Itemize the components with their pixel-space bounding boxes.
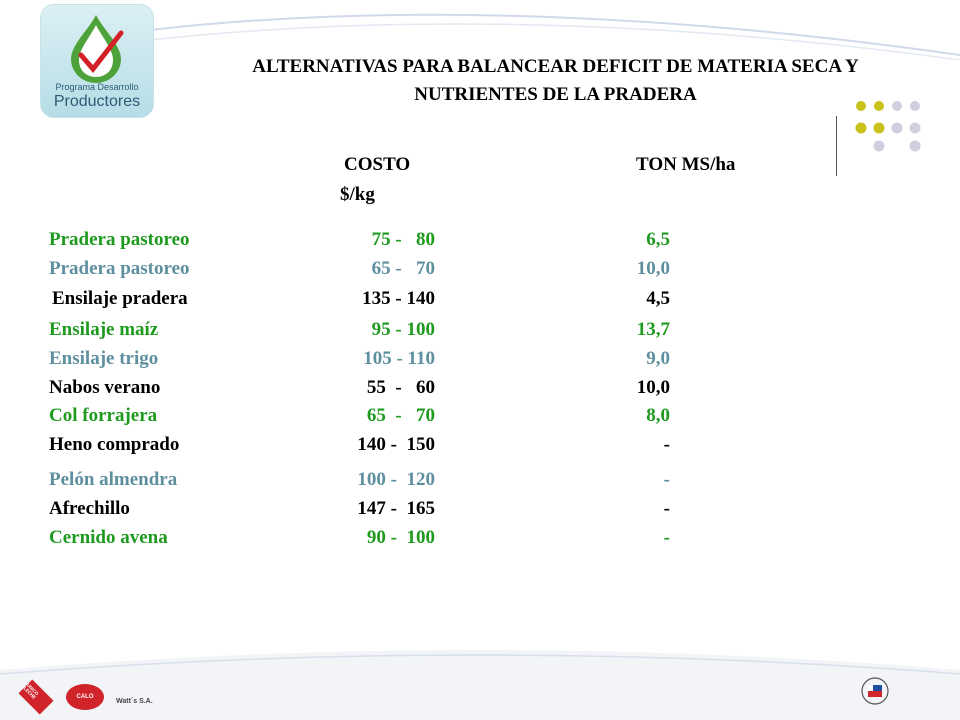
row-costo: 100 - 120: [357, 469, 435, 490]
logo-text-line2: Productores: [53, 93, 141, 110]
row-costo: 147 - 165: [357, 498, 435, 519]
slide-title-line2: NUTRIENTES DE LA PRADERA: [414, 84, 697, 105]
corfo-logo: [860, 676, 890, 706]
row-ton: -: [663, 434, 670, 455]
watts-company-label: Watt´s S.A.: [116, 698, 153, 705]
row-ton: -: [663, 498, 670, 519]
row-name: Heno comprado: [49, 434, 180, 455]
row-name: Ensilaje pradera: [52, 288, 188, 309]
slide-title-line1: ALTERNATIVAS PARA BALANCEAR DEFICIT DE MATERIA SECA Y: [252, 56, 859, 77]
row-costo: 55 - 60: [366, 377, 435, 398]
unico-leche-logo: UNICO LECHE: [18, 679, 53, 714]
row-costo: 65 - 70: [371, 258, 435, 279]
row-costo: 105 - 110: [363, 348, 435, 369]
row-name: Pelón almendra: [49, 469, 178, 490]
row-ton: 8,0: [646, 405, 670, 426]
row-name: Ensilaje maíz: [49, 319, 159, 340]
row-ton: 10,0: [636, 377, 670, 398]
row-costo: 75 - 80: [371, 229, 435, 250]
logo-text-line1: Programa Desarrollo: [55, 82, 139, 92]
row-costo: 95 - 100: [371, 319, 435, 340]
row-name: Ensilaje trigo: [49, 348, 159, 369]
calo-logo: CALO: [66, 684, 104, 710]
row-costo: 90 - 100: [366, 527, 435, 548]
row-name: Pradera pastoreo: [49, 229, 190, 250]
row-ton: 9,0: [646, 348, 670, 369]
checkmark-drop-icon: [59, 11, 133, 85]
row-costo: 140 - 150: [357, 434, 435, 455]
row-ton: -: [663, 527, 670, 548]
header-ton-ms-ha: TON MS/ha: [636, 154, 736, 175]
row-costo: 65 - 70: [366, 405, 435, 426]
slide-title: [168, 53, 943, 109]
row-name: Afrechillo: [49, 498, 130, 519]
programa-desarrollo-productores-logo: [40, 4, 154, 118]
decorative-divider-line: [836, 116, 837, 176]
row-ton: -: [663, 469, 670, 490]
row-ton: 10,0: [636, 258, 670, 279]
row-ton: 6,5: [646, 229, 670, 250]
footer-wave-decoration: [0, 640, 960, 720]
row-ton: 4,5: [646, 288, 670, 309]
header-costo: COSTO: [344, 154, 411, 175]
row-name: Col forrajera: [49, 405, 158, 426]
row-name: Nabos verano: [49, 377, 161, 398]
row-ton: 13,7: [636, 319, 670, 340]
decorative-dots: [846, 100, 936, 160]
row-costo: 135 - 140: [362, 288, 435, 309]
row-name: Cernido avena: [49, 527, 168, 548]
header-costo-unit: $/kg: [340, 184, 375, 205]
row-name: Pradera pastoreo: [49, 258, 190, 279]
